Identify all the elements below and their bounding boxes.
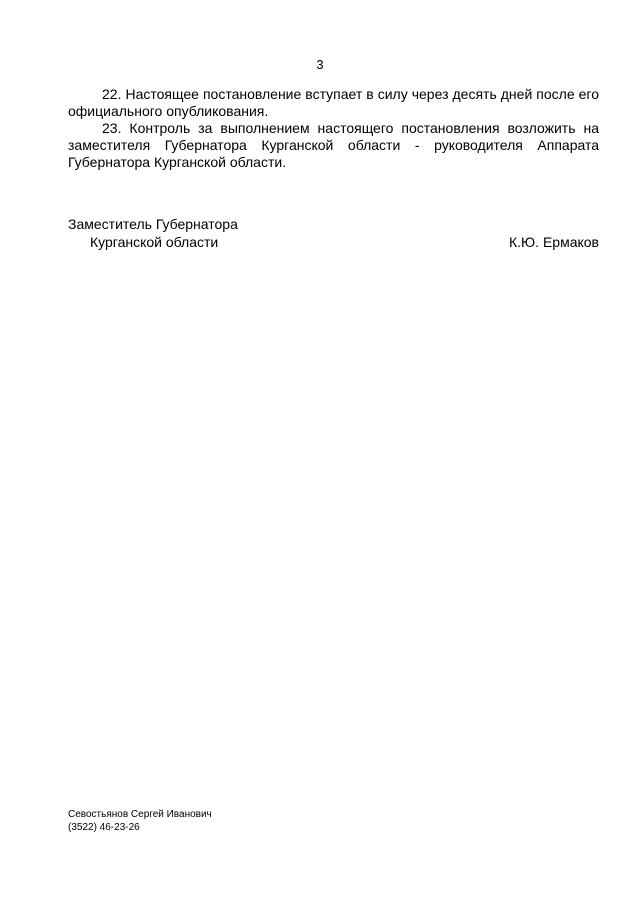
signature-block	[68, 215, 599, 251]
paragraph-22: 22. Настоящее постановление вступает в силу через десять дней после его официального опубликования.	[68, 86, 599, 119]
executor-info	[68, 808, 212, 834]
executor-name: Севостьянов Сергей Иванович	[68, 809, 212, 820]
paragraph-23: 23. Контроль за выполнением настоящего постановления возложить на заместителя Губернатора Курганской области - руководителя Аппарата Губернатора Курганской области.	[68, 120, 599, 170]
page-number: 3	[316, 57, 324, 72]
document-body	[68, 86, 599, 171]
signatory-position: Заместитель Губернатора	[68, 216, 238, 232]
signatory-region: Курганской области	[90, 234, 219, 250]
signatory-name: К.Ю. Ермаков	[508, 234, 599, 250]
executor-phone: (3522) 46-23-26	[68, 822, 140, 833]
